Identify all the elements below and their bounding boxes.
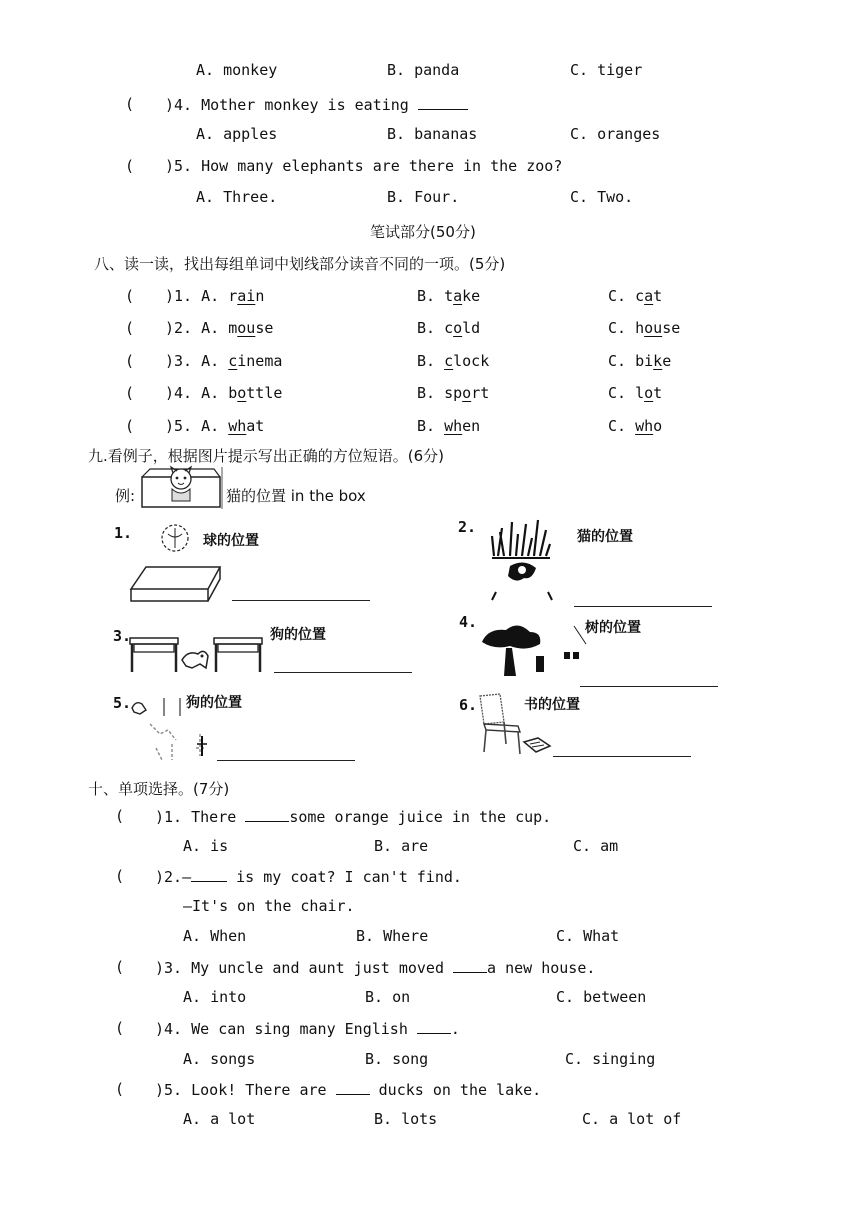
option-c: C. tiger (570, 61, 643, 79)
option-b: B. Four. (387, 188, 460, 206)
option-b: B. take (417, 287, 481, 305)
option-a: A. a lot (183, 1110, 256, 1128)
option-c: C. house (608, 319, 681, 337)
option-c: C. lot (608, 384, 663, 402)
answer-line-3[interactable] (274, 672, 412, 673)
pic-number-6: 6. (459, 696, 478, 714)
option-c: C. between (556, 988, 647, 1006)
answer-blank[interactable] (417, 1019, 451, 1034)
question-1: )1. There some orange juice in the cup. (155, 808, 552, 826)
word: cat (635, 287, 663, 305)
tree-behind-house-image (478, 618, 588, 680)
answer-blank[interactable] (191, 867, 227, 882)
option-c: C. What (556, 927, 620, 945)
option-b: B. cold (417, 319, 481, 337)
question-text: )4. Mother monkey is eating (165, 95, 468, 114)
word: what (228, 417, 265, 435)
pic-number-5: 5. (113, 694, 132, 712)
question-text: )5. How many elephants are there in the zoo? (165, 157, 563, 175)
option-a: A. is (183, 837, 229, 855)
answer-blank[interactable] (245, 807, 289, 822)
option-b: B. lots (374, 1110, 438, 1128)
word: take (444, 287, 481, 305)
word: when (444, 417, 481, 435)
question-4: )4. We can sing many English . (155, 1020, 460, 1038)
question-2: )2.— is my coat? I can't find. (155, 868, 462, 886)
option-b: B. bananas (387, 125, 478, 143)
answer-paren: ( (115, 958, 125, 976)
answer-paren: ( (115, 1080, 125, 1098)
answer-line-1[interactable] (232, 600, 370, 601)
option-c: C. oranges (570, 125, 661, 143)
option-b: B. on (365, 988, 411, 1006)
option-b: B. when (417, 417, 481, 435)
answer-line-4[interactable] (580, 686, 718, 687)
word: bike (635, 352, 672, 370)
option-a: A. monkey (196, 61, 278, 79)
section-9-title: 九.看例子，根据图片提示写出正确的方位短语。(6分) (88, 447, 445, 465)
answer-paren: ( (115, 1019, 125, 1037)
word: clock (444, 352, 490, 370)
option-c: C. am (573, 837, 619, 855)
pic-number-1: 1. (114, 524, 133, 542)
answer-line-2[interactable] (574, 606, 712, 607)
example-prefix: 例: (115, 487, 136, 505)
cat-under-grass-image (488, 518, 558, 604)
section-8-title: 八、读一读，找出每组单词中划线部分读音不同的一项。(5分) (94, 255, 506, 273)
section-10-title: 十、单项选择。(7分) (88, 780, 230, 798)
item-number: )3. A. cinema (165, 352, 283, 370)
option-a: A. Three. (196, 188, 278, 206)
option-c: C. Two. (570, 188, 634, 206)
answer-blank[interactable] (336, 1080, 370, 1095)
word: rain (228, 287, 265, 305)
option-b: B. song (365, 1050, 429, 1068)
option-c: C. who (608, 417, 663, 435)
word: cold (444, 319, 481, 337)
answer-paren: ( (125, 319, 135, 337)
question-3: )3. My uncle and aunt just moved a new house. (155, 959, 596, 977)
question-5: )5. Look! There are ducks on the lake. (155, 1081, 542, 1099)
option-c: C. singing (565, 1050, 656, 1068)
option-b: B. sport (417, 384, 490, 402)
answer-paren: ( (115, 867, 125, 885)
pic-label-4: 树的位置 (585, 620, 641, 636)
pic-label-6: 书的位置 (524, 697, 580, 713)
answer-paren: ( (125, 417, 135, 435)
answer-paren: ( (125, 157, 135, 175)
pic-number-2: 2. (458, 518, 477, 536)
answer-paren: ( (125, 95, 135, 113)
written-part-header: 笔试部分(50分) (370, 223, 476, 241)
answer-blank[interactable] (453, 958, 487, 973)
option-a: A. into (183, 988, 247, 1006)
answer-paren: ( (125, 352, 135, 370)
option-c: C. a lot of (582, 1110, 682, 1128)
word: bottle (228, 384, 283, 402)
pic-label-5: 狗的位置 (186, 695, 242, 711)
word: house (635, 319, 681, 337)
pic-label-3: 狗的位置 (270, 627, 326, 643)
word: cinema (228, 352, 283, 370)
pic-number-3: 3. (113, 627, 132, 645)
option-a: A. songs (183, 1050, 256, 1068)
answer-paren: ( (125, 384, 135, 402)
answer-blank[interactable] (418, 95, 468, 110)
word: sport (444, 384, 490, 402)
option-c: C. bike (608, 352, 672, 370)
answer-paren: ( (115, 807, 125, 825)
option-a: A. When (183, 927, 247, 945)
item-number: )5. A. what (165, 417, 265, 435)
answer-line-6[interactable] (553, 756, 691, 757)
cat-in-box-image (140, 465, 222, 509)
example-answer: 猫的位置 in the box (226, 487, 366, 505)
pic-label-1: 球的位置 (203, 533, 259, 549)
answer-line-5[interactable] (217, 760, 355, 761)
option-b: B. clock (417, 352, 490, 370)
item-number: )1. A. rain (165, 287, 265, 305)
option-c: C. cat (608, 287, 663, 305)
word: who (635, 417, 663, 435)
answer-paren: ( (125, 287, 135, 305)
item-number: )4. A. bottle (165, 384, 283, 402)
word: mouse (228, 319, 274, 337)
word: lot (635, 384, 663, 402)
option-b: B. panda (387, 61, 460, 79)
option-b: B. Where (356, 927, 429, 945)
item-number: )2. A. mouse (165, 319, 274, 337)
option-a: A. apples (196, 125, 278, 143)
question-2-reply: —It's on the chair. (183, 897, 355, 915)
pic-number-4: 4. (459, 613, 478, 631)
option-b: B. are (374, 837, 429, 855)
dog-between-tables-image (128, 634, 266, 676)
pic-label-2: 猫的位置 (577, 529, 633, 545)
